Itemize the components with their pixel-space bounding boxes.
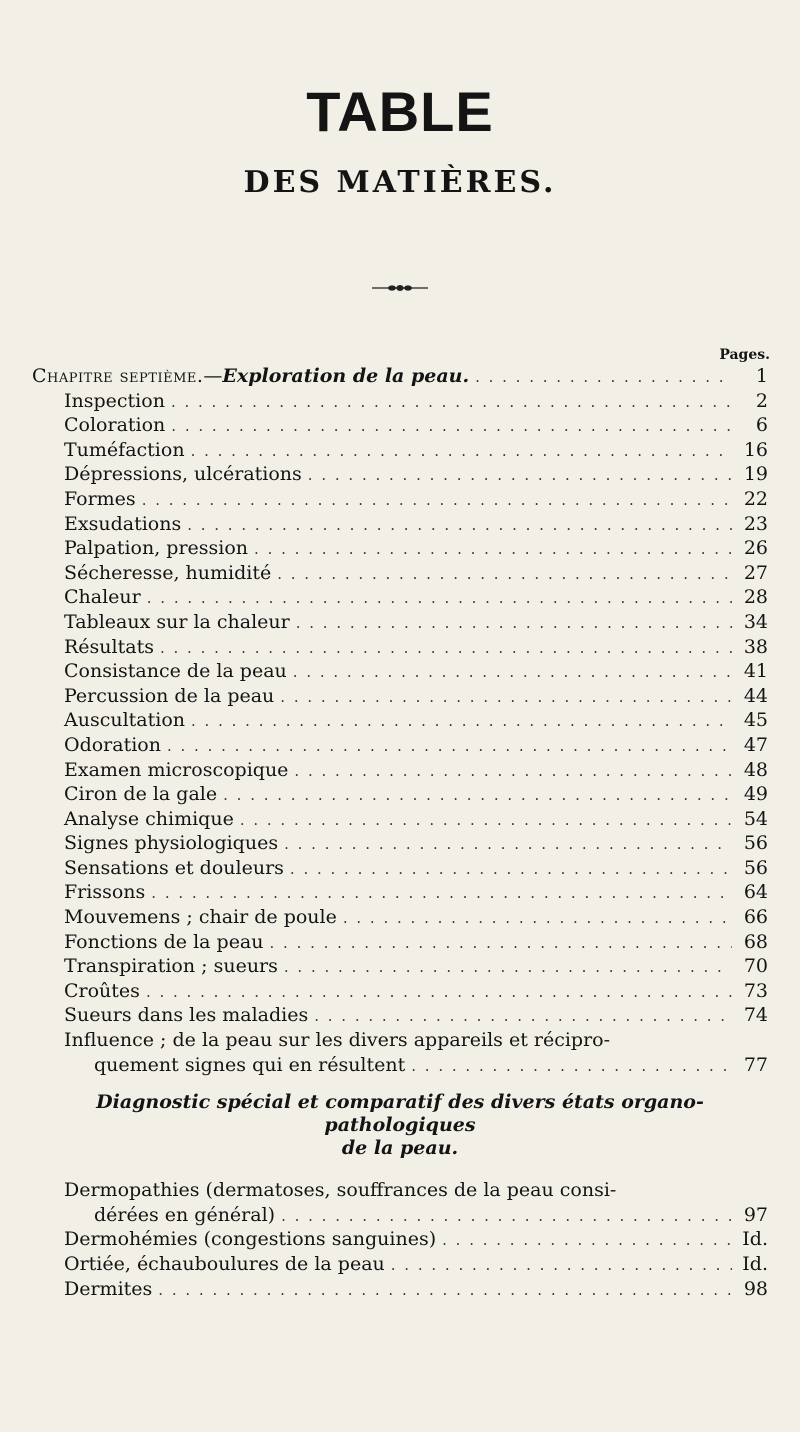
toc-entry xyxy=(0,610,800,635)
entry-label: Dermopathies (dermatoses, souffrances de la peau consi- xyxy=(64,1179,617,1202)
toc-entry xyxy=(0,856,800,881)
entry-label-continued: dérées en général) xyxy=(94,1203,276,1226)
toc-entry-multiline xyxy=(0,1178,800,1203)
toc-entry xyxy=(0,733,800,758)
toc-entry xyxy=(0,979,800,1004)
page-number: 38 xyxy=(743,635,768,658)
entry-label: Formes xyxy=(64,487,136,510)
dot-leader xyxy=(191,439,732,464)
pages-column-header: Pages. xyxy=(719,347,770,363)
chapter-row xyxy=(0,364,800,389)
entry-label: Inspection xyxy=(64,389,165,412)
entry-label: Mouvemens ; chair de poule xyxy=(64,906,337,929)
dot-leader xyxy=(160,636,732,661)
section-heading-line: de la peau. xyxy=(341,1137,459,1160)
toc-entry xyxy=(0,930,800,955)
toc-entry xyxy=(0,954,800,979)
dot-leader xyxy=(270,931,733,956)
dot-leader xyxy=(294,759,732,784)
page-number: 28 xyxy=(743,586,768,609)
toc-entry xyxy=(0,1252,800,1277)
entry-label: Odoration xyxy=(64,733,161,756)
entry-label: Frissons xyxy=(64,881,146,904)
toc-entry xyxy=(0,536,800,561)
page-number: 6 xyxy=(755,414,768,437)
page-number: 22 xyxy=(743,487,768,510)
toc-entry-multiline xyxy=(0,1028,800,1053)
page-number: 54 xyxy=(743,807,768,830)
dot-leader xyxy=(171,414,732,439)
dot-leader xyxy=(254,537,732,562)
entry-label: Dermites xyxy=(64,1277,153,1300)
toc-entry xyxy=(0,782,800,807)
entry-label: Consistance de la peau xyxy=(64,660,287,683)
toc-entry-list xyxy=(0,389,800,1028)
page-number: 23 xyxy=(743,512,768,535)
entry-label: Sécheresse, humidité xyxy=(64,561,272,584)
entry-label: Résultats xyxy=(64,635,154,658)
dot-leader xyxy=(343,906,732,931)
toc-entry xyxy=(0,659,800,684)
dot-leader xyxy=(280,685,732,710)
entry-label: Croûtes xyxy=(64,979,140,1002)
table-of-contents xyxy=(0,364,800,1301)
entry-label: Examen microscopique xyxy=(64,758,289,781)
ornament-divider-icon xyxy=(370,284,430,292)
toc-entry xyxy=(0,708,800,733)
page-number: 98 xyxy=(743,1277,768,1300)
dot-leader xyxy=(290,857,732,882)
toc-entry xyxy=(0,905,800,930)
chapter-dash: — xyxy=(203,365,223,387)
toc-entry xyxy=(0,389,800,414)
page-number: 68 xyxy=(743,930,768,953)
dot-leader xyxy=(171,390,732,415)
section-heading-line: Diagnostic spécial et comparatif des divers états organo-pathologiques xyxy=(96,1091,704,1137)
page-number: 47 xyxy=(743,733,768,756)
toc-entry xyxy=(0,758,800,783)
page-number: 64 xyxy=(743,881,768,904)
page-number: 77 xyxy=(743,1053,768,1076)
toc-entry xyxy=(0,831,800,856)
toc-entry xyxy=(0,807,800,832)
toc-entry xyxy=(0,462,800,487)
page-number: 16 xyxy=(743,438,768,461)
entry-label: Signes physiologiques xyxy=(64,832,279,855)
entry-label: Influence ; de la peau sur les divers appareils et récipro- xyxy=(64,1029,611,1052)
dot-leader xyxy=(223,783,732,808)
toc-entry xyxy=(0,1277,800,1302)
dot-leader xyxy=(240,808,732,833)
entry-label: Tableaux sur la chaleur xyxy=(64,610,290,633)
page-number: 97 xyxy=(743,1203,768,1226)
page-number: 1 xyxy=(755,365,768,387)
toc-entry xyxy=(0,512,800,537)
dot-leader xyxy=(442,1228,732,1253)
entry-label: Palpation, pression xyxy=(64,537,249,560)
page-number: 56 xyxy=(743,832,768,855)
page-number: 2 xyxy=(755,389,768,412)
entry-label: Percussion de la peau xyxy=(64,684,275,707)
entry-label: Dermohémies (congestions sanguines) xyxy=(64,1228,437,1251)
toc-entry xyxy=(0,635,800,660)
dot-leader xyxy=(142,488,732,513)
dot-leader xyxy=(281,1204,732,1229)
page-number: 19 xyxy=(743,463,768,486)
dot-leader xyxy=(284,955,732,980)
entry-label: Fonctions de la peau xyxy=(64,930,264,953)
dot-leader xyxy=(187,513,732,538)
page-number: Id. xyxy=(742,1228,768,1251)
toc-entry-continuation xyxy=(0,1053,800,1078)
toc-entry xyxy=(0,1003,800,1028)
dot-leader xyxy=(191,709,732,734)
page-subtitle: DES MATIÈRES. xyxy=(243,165,557,200)
page-number: 41 xyxy=(743,660,768,683)
toc-entry xyxy=(0,487,800,512)
page-number: 56 xyxy=(743,856,768,879)
toc-entry-list-section2 xyxy=(0,1227,800,1301)
entry-label: Transpiration ; sueurs xyxy=(64,955,278,978)
dot-leader xyxy=(147,586,732,611)
page-number: 44 xyxy=(743,684,768,707)
entry-label: Dépressions, ulcérations xyxy=(64,463,302,486)
page-number: 48 xyxy=(743,758,768,781)
page-number: 34 xyxy=(743,610,768,633)
toc-entry xyxy=(0,438,800,463)
entry-label-continued: quement signes qui en résultent xyxy=(94,1053,406,1076)
entry-label: Sensations et douleurs xyxy=(64,856,284,879)
entry-label: Coloration xyxy=(64,414,166,437)
dot-leader xyxy=(314,1004,732,1029)
dot-leader xyxy=(151,881,732,906)
toc-entry xyxy=(0,585,800,610)
dot-leader xyxy=(146,980,732,1005)
page-number: 27 xyxy=(743,561,768,584)
toc-entry-continuation xyxy=(0,1203,800,1228)
entry-label: Analyse chimique xyxy=(64,807,234,830)
page-number: Id. xyxy=(742,1253,768,1275)
entry-label: Auscultation xyxy=(64,709,186,732)
toc-entry xyxy=(0,561,800,586)
toc-entry xyxy=(0,1227,800,1252)
toc-entry xyxy=(0,684,800,709)
page-number: 73 xyxy=(743,979,768,1002)
toc-entry xyxy=(0,880,800,905)
dot-leader xyxy=(475,365,732,390)
dot-leader xyxy=(284,832,732,857)
dot-leader xyxy=(296,611,732,636)
entry-label: Ciron de la gale xyxy=(64,783,218,806)
section-heading xyxy=(0,1077,800,1160)
page-title: TABLE xyxy=(306,80,494,143)
dot-leader xyxy=(158,1278,732,1303)
page-number: 26 xyxy=(743,537,768,560)
dot-leader xyxy=(277,562,732,587)
toc-entry xyxy=(0,413,800,438)
chapter-prefix: Chapitre septième. xyxy=(32,365,204,387)
page-number: 49 xyxy=(743,783,768,806)
page-number: 70 xyxy=(743,955,768,978)
entry-label: Chaleur xyxy=(64,586,141,609)
entry-label: Ortiée, échauboulures de la peau xyxy=(64,1253,385,1275)
page-number: 66 xyxy=(743,906,768,929)
chapter-label xyxy=(32,364,469,389)
dot-leader xyxy=(167,734,732,759)
entry-label: Tuméfaction xyxy=(64,438,185,461)
page-number: 74 xyxy=(743,1004,768,1027)
entry-label: Sueurs dans les maladies xyxy=(64,1004,309,1027)
entry-label: Exsudations xyxy=(64,512,182,535)
dot-leader xyxy=(411,1054,732,1079)
dot-leader xyxy=(391,1253,732,1278)
chapter-title: Exploration de la peau. xyxy=(222,365,470,387)
dot-leader xyxy=(308,463,732,488)
dot-leader xyxy=(293,660,732,685)
page-number: 45 xyxy=(743,709,768,732)
